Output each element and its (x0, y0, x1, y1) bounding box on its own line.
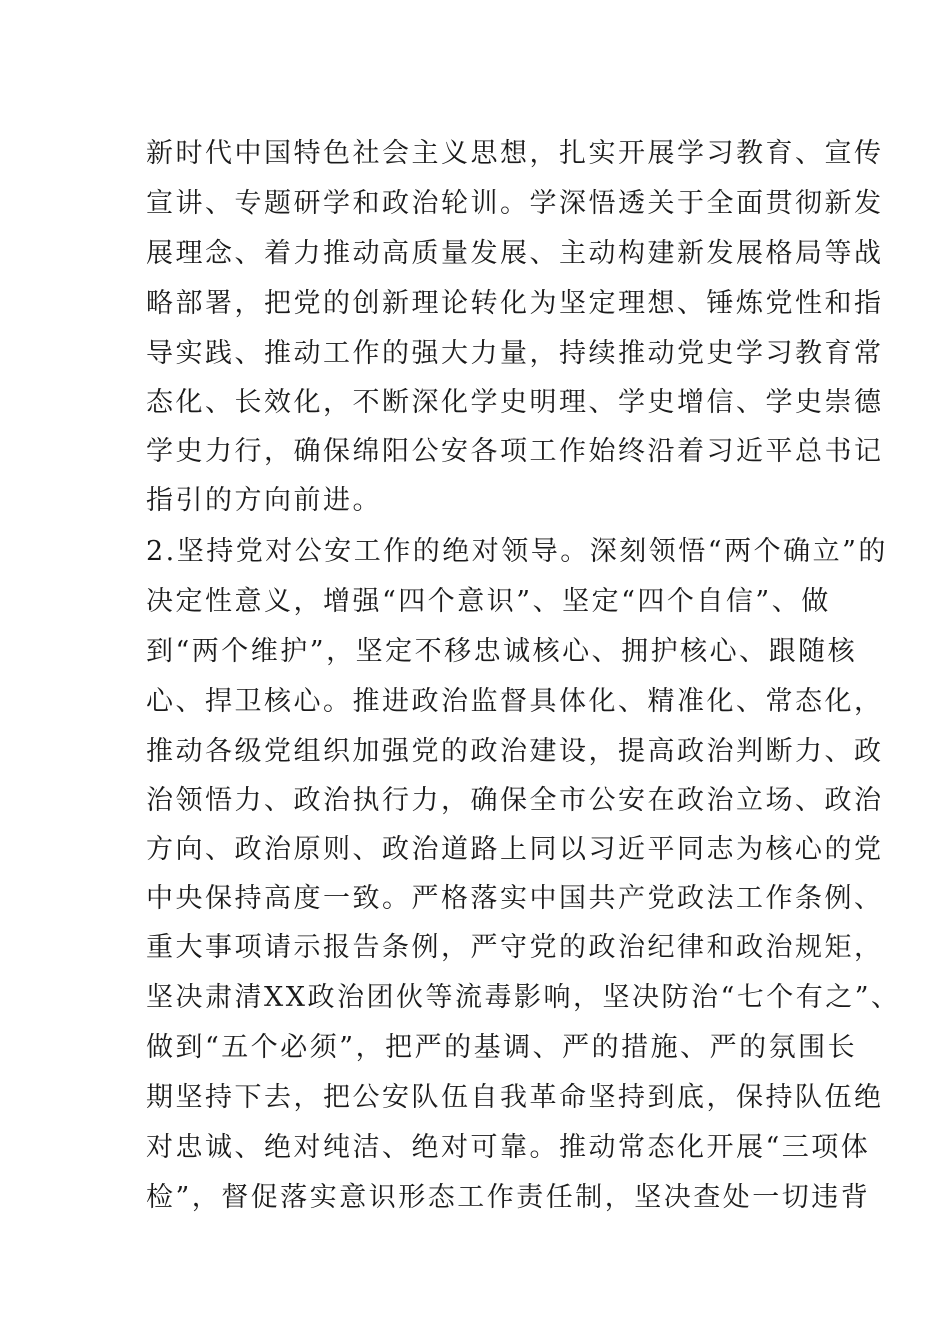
text-line: 态化、长效化，不断深化学史明理、学史增信、学史崇德 (146, 387, 884, 418)
text-line: 新时代中国特色社会主义思想，扎实开展学习教育、宣传 (146, 138, 884, 169)
text-line: 导实践、推动工作的强大力量，持续推动党史学习教育常 (146, 338, 884, 369)
text-line: 方向、政治原则、政治道路上同以习近平同志为核心的党 (146, 834, 884, 865)
text-line: 中央保持高度一致。严格落实中国共产党政法工作条例、 (146, 883, 884, 914)
text-line: 期坚持下去，把公安队伍自我革命坚持到底，保持队伍绝 (146, 1082, 884, 1113)
text-line: 指引的方向前进。 (146, 485, 382, 516)
text-line: 展理念、着力推动高质量发展、主动构建新发展格局等战 (146, 238, 884, 269)
text-line: 重大事项请示报告条例，严守党的政治纪律和政治规矩， (146, 932, 884, 963)
text-line: 略部署，把党的创新理论转化为坚定理想、锤炼党性和指 (146, 288, 884, 319)
text-line: 到“两个维护”，坚定不移忠诚核心、拥护核心、跟随核 (146, 636, 858, 667)
text-line: 学史力行，确保绵阳公安各项工作始终沿着习近平总书记 (146, 436, 884, 467)
section-heading-line: 2.坚持党对公安工作的绝对领导。深刻领悟“两个确立”的 (146, 536, 888, 567)
text-line: 治领悟力、政治执行力，确保全市公安在政治立场、政治 (146, 785, 884, 816)
text-line: 坚决肃清XX政治团伙等流毒影响，坚决防治“七个有之”、 (146, 982, 901, 1013)
text-line: 做到“五个必须”，把严的基调、严的措施、严的氛围长 (146, 1032, 858, 1063)
text-line: 宣讲、专题研学和政治轮训。学深悟透关于全面贯彻新发 (146, 188, 884, 219)
text-line: 推动各级党组织加强党的政治建设，提高政治判断力、政 (146, 736, 884, 767)
text-line: 检”，督促落实意识形态工作责任制，坚决查处一切违背 (146, 1182, 871, 1213)
text-line: 心、捍卫核心。推进政治监督具体化、精准化、常态化， (146, 686, 884, 717)
text-line: 对忠诚、绝对纯洁、绝对可靠。推动常态化开展“三项体 (146, 1132, 871, 1163)
text-line: 决定性意义，增强“四个意识”、坚定“四个自信”、做 (146, 586, 831, 617)
